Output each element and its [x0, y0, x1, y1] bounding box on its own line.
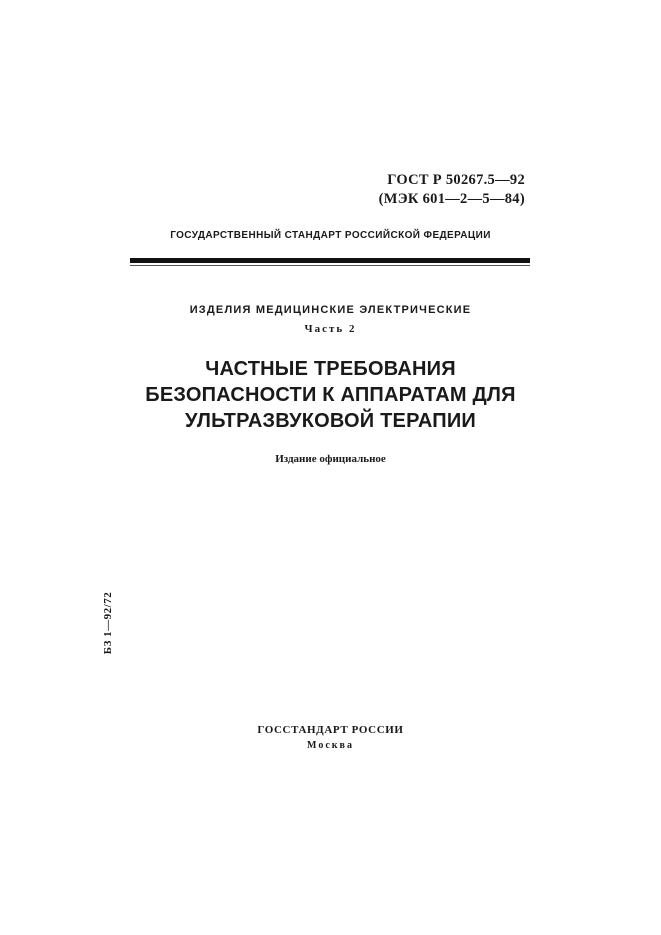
header-divider-thin [130, 265, 530, 266]
main-title-line: БЕЗОПАСНОСТИ К АППАРАТАМ ДЛЯ [145, 384, 516, 406]
gost-number: ГОСТ Р 50267.5—92 [387, 172, 525, 188]
publisher-city: Москва [307, 740, 354, 751]
publisher-name: ГОССТАНДАРТ РОССИИ [257, 724, 404, 736]
main-title-line: УЛЬТРАЗВУКОВОЙ ТЕРАПИИ [184, 410, 476, 432]
edition-label: Издание официальное [275, 453, 386, 465]
main-title-line: ЧАСТНЫЕ ТРЕБОВАНИЯ [205, 358, 456, 380]
standard-designation [379, 171, 525, 209]
product-category-title: ИЗДЕЛИЯ МЕДИЦИНСКИЕ ЭЛЕКТРИЧЕСКИЕ [189, 304, 472, 316]
state-standard-heading: ГОСУДАРСТВЕННЫЙ СТАНДАРТ РОССИЙСКОЙ ФЕДЕРАЦИИ [170, 230, 491, 241]
part-label: Часть 2 [304, 323, 357, 335]
iec-reference: (МЭК 601—2—5—84) [378, 191, 525, 207]
side-registration-code: БЗ 1—92/72 [102, 591, 114, 655]
document-main-title [0, 356, 661, 434]
header-divider-thick [130, 258, 530, 263]
